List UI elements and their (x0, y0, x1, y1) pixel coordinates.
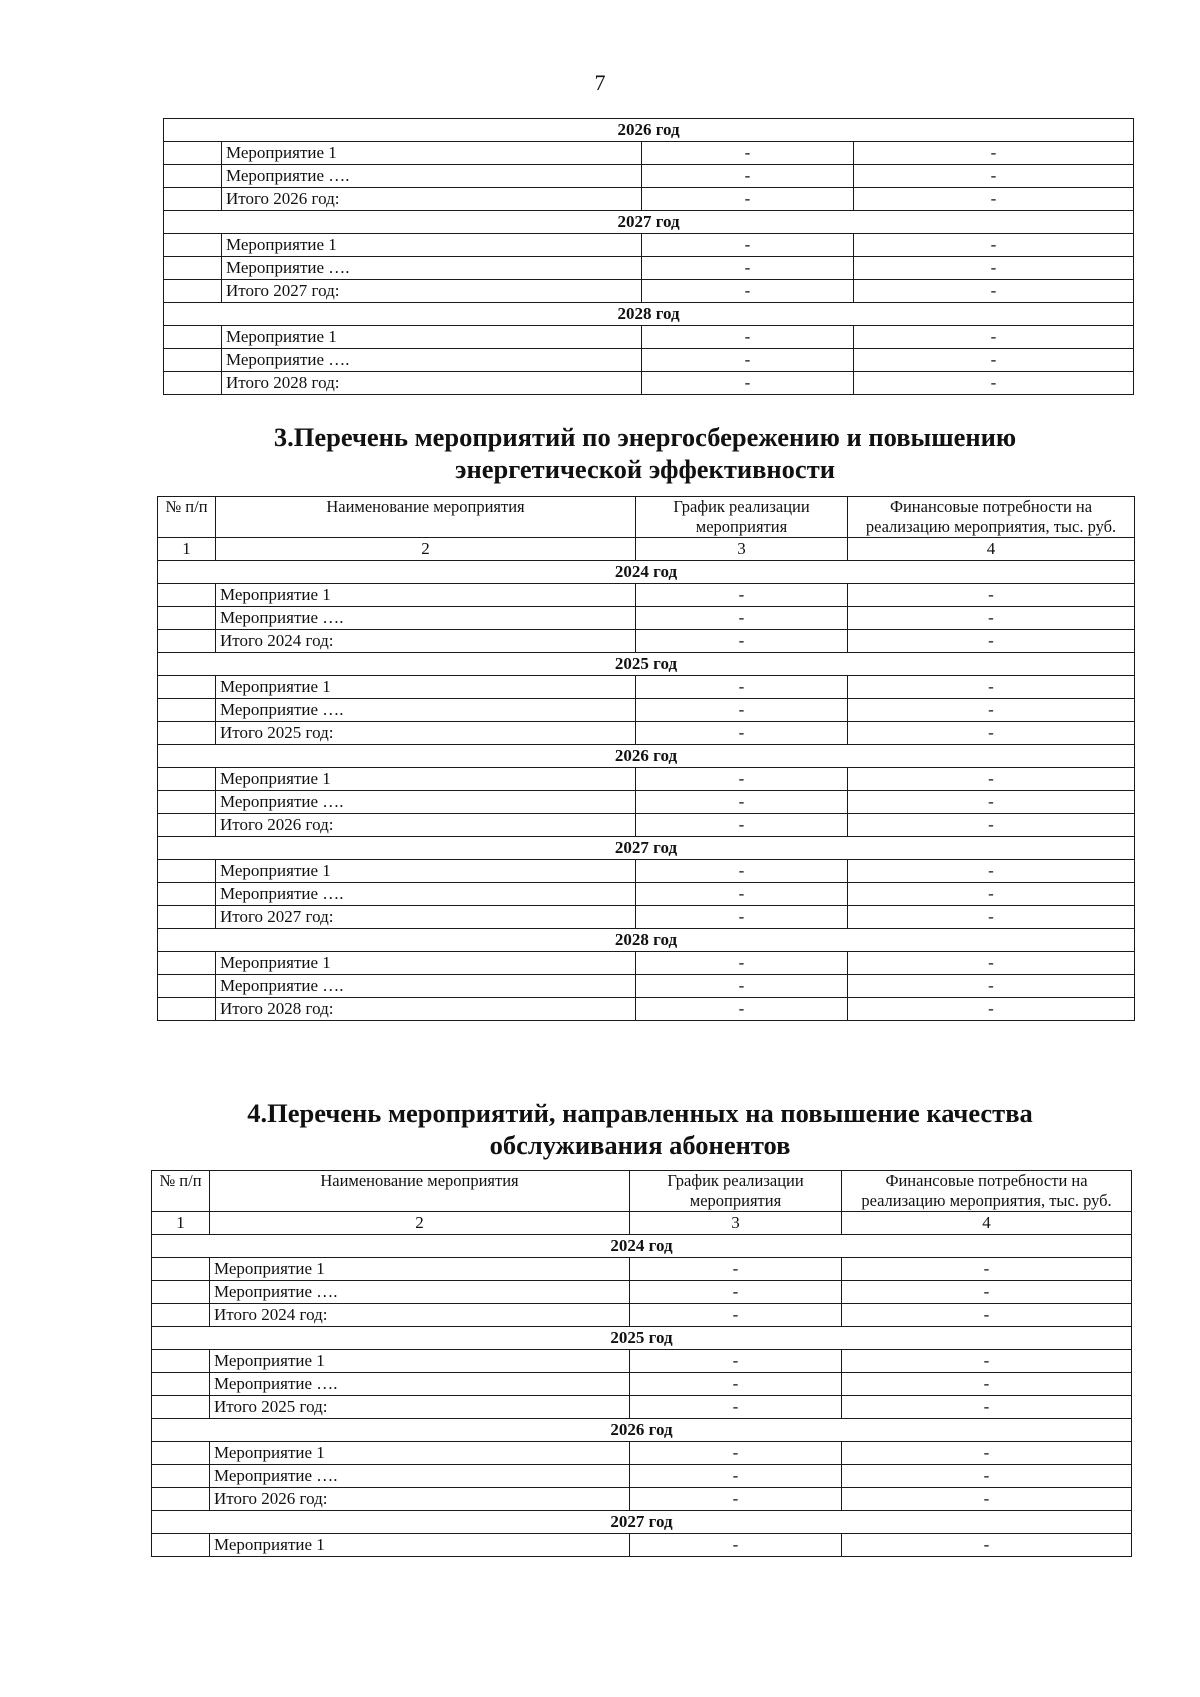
year-row (158, 837, 1135, 860)
customer-service-activities-table (151, 1170, 1132, 1557)
total-label: Итого 2025 год: (216, 722, 636, 745)
row-number-cell (158, 722, 216, 745)
table-row (152, 1281, 1132, 1304)
total-finance: - (842, 1304, 1132, 1327)
activity-name: Мероприятие 1 (210, 1442, 630, 1465)
activity-schedule: - (642, 142, 854, 165)
activity-schedule: - (630, 1534, 842, 1557)
activity-schedule: - (636, 699, 848, 722)
row-number-cell (152, 1465, 210, 1488)
activity-finance: - (854, 349, 1134, 372)
activity-schedule: - (636, 584, 848, 607)
row-number-cell (152, 1350, 210, 1373)
activity-finance: - (848, 584, 1135, 607)
table-row (158, 860, 1135, 883)
activity-finance: - (848, 699, 1135, 722)
total-row (158, 906, 1135, 929)
row-number-cell (164, 372, 222, 395)
activity-name: Мероприятие …. (222, 349, 642, 372)
table-row (164, 142, 1134, 165)
activity-finance: - (854, 165, 1134, 188)
header-finance: Финансовые потребности на реализацию мероприятия, тыс. руб. (848, 497, 1135, 538)
row-number-cell (152, 1304, 210, 1327)
activity-finance: - (842, 1258, 1132, 1281)
row-number-cell (164, 280, 222, 303)
activity-name: Мероприятие 1 (216, 768, 636, 791)
total-schedule: - (630, 1396, 842, 1419)
activity-finance: - (848, 791, 1135, 814)
activity-name: Мероприятие 1 (216, 676, 636, 699)
column-number: 1 (152, 1212, 210, 1235)
header-name: Наименование мероприятия (216, 497, 636, 538)
total-schedule: - (642, 188, 854, 211)
activity-name: Мероприятие …. (216, 607, 636, 630)
row-number-cell (164, 234, 222, 257)
table-row (158, 791, 1135, 814)
year-label: 2028 год (164, 303, 1134, 326)
row-number-cell (158, 768, 216, 791)
activity-schedule: - (636, 791, 848, 814)
activity-name: Мероприятие 1 (216, 952, 636, 975)
row-number-cell (158, 607, 216, 630)
column-number: 3 (636, 538, 848, 561)
activity-schedule: - (630, 1465, 842, 1488)
row-number-cell (158, 952, 216, 975)
activity-schedule: - (630, 1281, 842, 1304)
activity-schedule: - (642, 349, 854, 372)
activity-name: Мероприятие 1 (210, 1534, 630, 1557)
energy-saving-activities-table (157, 496, 1135, 1021)
year-label: 2027 год (158, 837, 1135, 860)
activity-finance: - (842, 1534, 1132, 1557)
total-label: Итого 2026 год: (210, 1488, 630, 1511)
activity-finance: - (848, 883, 1135, 906)
activity-schedule: - (636, 768, 848, 791)
total-schedule: - (636, 630, 848, 653)
table-row (158, 699, 1135, 722)
activity-finance: - (854, 234, 1134, 257)
table-row (158, 952, 1135, 975)
year-label: 2025 год (158, 653, 1135, 676)
table-row (158, 584, 1135, 607)
year-row (158, 561, 1135, 584)
total-row (158, 630, 1135, 653)
activity-schedule: - (630, 1373, 842, 1396)
year-row (152, 1327, 1132, 1350)
total-finance: - (854, 280, 1134, 303)
total-row (152, 1304, 1132, 1327)
section-4-heading (155, 1097, 1125, 1161)
row-number-cell (158, 998, 216, 1021)
row-number-cell (158, 630, 216, 653)
column-numbers-row (158, 538, 1135, 561)
activity-name: Мероприятие 1 (210, 1350, 630, 1373)
total-row (158, 722, 1135, 745)
year-label: 2026 год (152, 1419, 1132, 1442)
activity-schedule: - (630, 1442, 842, 1465)
year-label: 2026 год (158, 745, 1135, 768)
header-num: № п/п (158, 497, 216, 538)
table-header-row (158, 497, 1135, 538)
activity-name: Мероприятие …. (216, 791, 636, 814)
total-finance: - (848, 998, 1135, 1021)
total-finance: - (854, 188, 1134, 211)
activity-schedule: - (636, 883, 848, 906)
row-number-cell (164, 257, 222, 280)
year-label: 2025 год (152, 1327, 1132, 1350)
row-number-cell (164, 165, 222, 188)
row-number-cell (158, 814, 216, 837)
section-4-heading-line-2: обслуживания абонентов (489, 1130, 791, 1160)
activity-name: Мероприятие 1 (222, 142, 642, 165)
activity-name: Мероприятие 1 (222, 326, 642, 349)
activity-name: Мероприятие …. (222, 165, 642, 188)
table-row (158, 768, 1135, 791)
year-row (164, 119, 1134, 142)
activity-name: Мероприятие …. (222, 257, 642, 280)
activity-finance: - (848, 975, 1135, 998)
activity-name: Мероприятие 1 (216, 860, 636, 883)
total-finance: - (848, 814, 1135, 837)
column-number: 4 (848, 538, 1135, 561)
table-row (152, 1534, 1132, 1557)
year-row (152, 1235, 1132, 1258)
table-row (164, 234, 1134, 257)
row-number-cell (164, 188, 222, 211)
total-label: Итого 2028 год: (222, 372, 642, 395)
total-schedule: - (636, 814, 848, 837)
row-number-cell (158, 584, 216, 607)
energy-saving-table-body (158, 497, 1135, 1021)
customer-service-table-body (152, 1171, 1132, 1557)
total-label: Итого 2026 год: (222, 188, 642, 211)
row-number-cell (164, 349, 222, 372)
table-row (158, 883, 1135, 906)
column-number: 2 (216, 538, 636, 561)
table-row (164, 257, 1134, 280)
column-numbers-row (152, 1212, 1132, 1235)
total-row (164, 280, 1134, 303)
year-row (152, 1419, 1132, 1442)
table-header-row (152, 1171, 1132, 1212)
total-label: Итого 2027 год: (216, 906, 636, 929)
activity-schedule: - (636, 975, 848, 998)
total-schedule: - (642, 372, 854, 395)
year-label: 2026 год (164, 119, 1134, 142)
total-label: Итого 2024 год: (210, 1304, 630, 1327)
total-finance: - (848, 722, 1135, 745)
activities-table-continued (163, 118, 1134, 395)
header-finance: Финансовые потребности на реализацию мероприятия, тыс. руб. (842, 1171, 1132, 1212)
row-number-cell (158, 676, 216, 699)
total-schedule: - (636, 906, 848, 929)
total-label: Итого 2024 год: (216, 630, 636, 653)
header-schedule: График реализации мероприятия (630, 1171, 842, 1212)
header-name: Наименование мероприятия (210, 1171, 630, 1212)
total-finance: - (848, 906, 1135, 929)
section-4-heading-line-1: 4.Перечень мероприятий, направленных на повышение качества (247, 1098, 1033, 1128)
header-num: № п/п (152, 1171, 210, 1212)
total-schedule: - (630, 1304, 842, 1327)
row-number-cell (158, 699, 216, 722)
total-row (152, 1396, 1132, 1419)
activity-name: Мероприятие …. (210, 1281, 630, 1304)
row-number-cell (152, 1534, 210, 1557)
activity-finance: - (848, 768, 1135, 791)
year-row (164, 303, 1134, 326)
activity-schedule: - (636, 607, 848, 630)
activity-finance: - (848, 676, 1135, 699)
total-schedule: - (630, 1488, 842, 1511)
activity-finance: - (842, 1442, 1132, 1465)
activity-finance: - (842, 1465, 1132, 1488)
total-row (164, 372, 1134, 395)
total-finance: - (854, 372, 1134, 395)
activity-finance: - (848, 607, 1135, 630)
section-3-heading-line-1: 3.Перечень мероприятий по энергосбережению и повышению (273, 422, 1017, 452)
section-3-heading (160, 421, 1130, 485)
table-row (158, 975, 1135, 998)
activity-finance: - (842, 1350, 1132, 1373)
column-number: 4 (842, 1212, 1132, 1235)
activity-schedule: - (636, 676, 848, 699)
year-row (164, 211, 1134, 234)
row-number-cell (158, 791, 216, 814)
year-label: 2028 год (158, 929, 1135, 952)
activity-name: Мероприятие …. (216, 883, 636, 906)
table-row (152, 1465, 1132, 1488)
column-number: 2 (210, 1212, 630, 1235)
activity-name: Мероприятие …. (216, 975, 636, 998)
row-number-cell (158, 906, 216, 929)
year-row (152, 1511, 1132, 1534)
table-row (164, 326, 1134, 349)
table-row (152, 1442, 1132, 1465)
row-number-cell (158, 860, 216, 883)
column-number: 3 (630, 1212, 842, 1235)
activity-name: Мероприятие 1 (216, 584, 636, 607)
row-number-cell (158, 883, 216, 906)
activity-name: Мероприятие …. (216, 699, 636, 722)
activity-schedule: - (636, 952, 848, 975)
total-finance: - (842, 1488, 1132, 1511)
total-schedule: - (636, 722, 848, 745)
activity-name: Мероприятие 1 (222, 234, 642, 257)
activity-schedule: - (636, 860, 848, 883)
activity-finance: - (848, 860, 1135, 883)
year-label: 2027 год (152, 1511, 1132, 1534)
activity-schedule: - (642, 234, 854, 257)
table-row (152, 1258, 1132, 1281)
activity-schedule: - (642, 326, 854, 349)
table-row (152, 1350, 1132, 1373)
year-row (158, 929, 1135, 952)
table-row (158, 607, 1135, 630)
activities-table-body (164, 119, 1134, 395)
year-label: 2027 год (164, 211, 1134, 234)
table-row (164, 349, 1134, 372)
row-number-cell (152, 1442, 210, 1465)
total-label: Итого 2025 год: (210, 1396, 630, 1419)
total-row (164, 188, 1134, 211)
year-label: 2024 год (152, 1235, 1132, 1258)
activity-schedule: - (630, 1350, 842, 1373)
row-number-cell (158, 975, 216, 998)
activity-schedule: - (642, 257, 854, 280)
row-number-cell (152, 1281, 210, 1304)
table-row (158, 676, 1135, 699)
activity-schedule: - (642, 165, 854, 188)
activity-name: Мероприятие …. (210, 1465, 630, 1488)
activity-finance: - (842, 1281, 1132, 1304)
total-row (158, 814, 1135, 837)
section-3-heading-line-2: энергетической эффективности (455, 454, 835, 484)
activity-name: Мероприятие 1 (210, 1258, 630, 1281)
total-schedule: - (636, 998, 848, 1021)
page-number: 7 (594, 70, 606, 95)
total-row (158, 998, 1135, 1021)
total-label: Итого 2027 год: (222, 280, 642, 303)
table-row (152, 1373, 1132, 1396)
year-label: 2024 год (158, 561, 1135, 584)
total-finance: - (848, 630, 1135, 653)
activity-finance: - (854, 257, 1134, 280)
activity-schedule: - (630, 1258, 842, 1281)
activity-name: Мероприятие …. (210, 1373, 630, 1396)
activity-finance: - (848, 952, 1135, 975)
table-row (164, 165, 1134, 188)
total-schedule: - (642, 280, 854, 303)
row-number-cell (164, 142, 222, 165)
row-number-cell (152, 1373, 210, 1396)
total-label: Итого 2026 год: (216, 814, 636, 837)
total-label: Итого 2028 год: (216, 998, 636, 1021)
year-row (158, 745, 1135, 768)
activity-finance: - (854, 142, 1134, 165)
row-number-cell (152, 1258, 210, 1281)
row-number-cell (152, 1488, 210, 1511)
year-row (158, 653, 1135, 676)
activity-finance: - (842, 1373, 1132, 1396)
row-number-cell (164, 326, 222, 349)
total-finance: - (842, 1396, 1132, 1419)
row-number-cell (152, 1396, 210, 1419)
activity-finance: - (854, 326, 1134, 349)
header-schedule: График реализации мероприятия (636, 497, 848, 538)
total-row (152, 1488, 1132, 1511)
column-number: 1 (158, 538, 216, 561)
